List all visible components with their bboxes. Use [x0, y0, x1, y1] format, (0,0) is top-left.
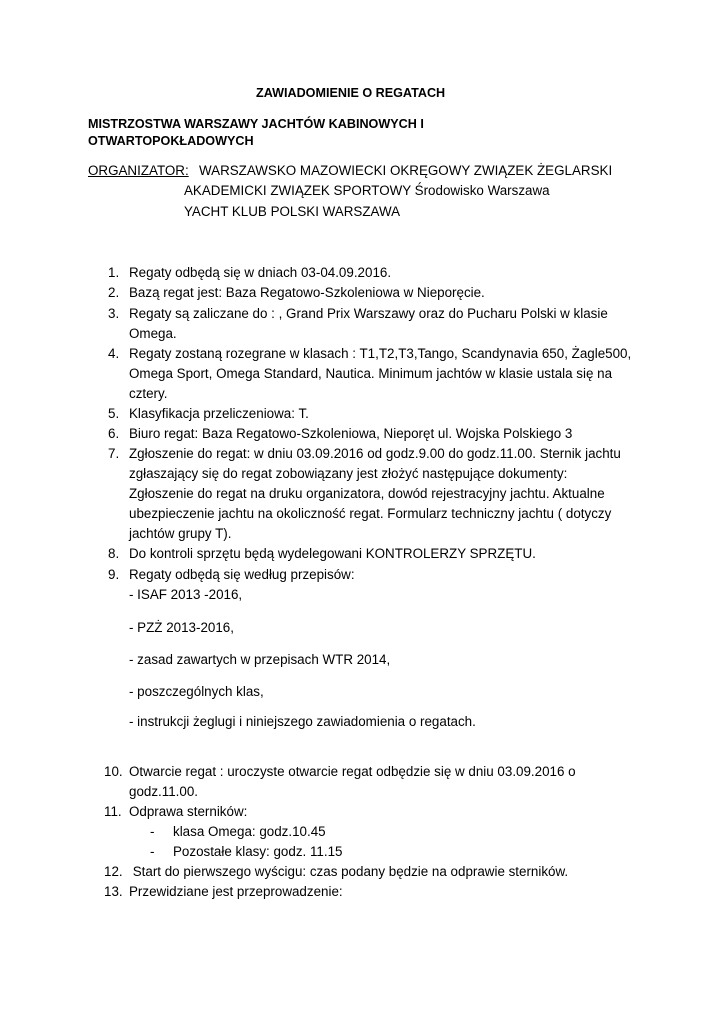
- briefing-dash: -: [150, 824, 155, 839]
- list-item-number: 6.: [108, 426, 120, 441]
- list-item-number: 4.: [108, 346, 120, 361]
- list-item-text: Do kontroli sprzętu będą wydelegowani KONTROLERZY SPRZĘTU.: [129, 546, 536, 561]
- list-item-number: 5.: [108, 406, 120, 421]
- list-item-text: godz.11.00.: [129, 784, 198, 799]
- list-item-number: 12.: [104, 864, 123, 879]
- list-item-number: 7.: [108, 446, 120, 461]
- list-item-text: Przewidziane jest przeprowadzenie:: [129, 884, 343, 899]
- list-item-text: Klasyfikacja przeliczeniowa: T.: [129, 406, 309, 421]
- organizer-line-3: YACHT KLUB POLSKI WARSZAWA: [184, 204, 401, 219]
- list-item-number: 13.: [104, 884, 123, 899]
- rule-line: - PZŻ 2013-2016,: [129, 620, 234, 635]
- list-item-text: jachtów grupy T).: [129, 526, 232, 541]
- organizer-line-2: AKADEMICKI ZWIĄZEK SPORTOWY Środowisko Warszawa: [184, 183, 550, 198]
- document-title: ZAWIADOMIENIE O REGATACH: [256, 86, 446, 100]
- list-item-text: Omega Sport, Omega Standard, Nautica. Minimum jachtów w klasie ustala się na: [129, 366, 613, 381]
- organizer-label: ORGANIZATOR:: [88, 163, 189, 178]
- list-item-text: ubezpieczenie jachtu na okoliczność regat. Formularz techniczny jachtu ( dotyczy: [129, 506, 612, 521]
- rule-line: - ISAF 2013 -2016,: [129, 587, 243, 602]
- list-item-text: Bazą regat jest: Baza Regatowo-Szkoleniowa w Nieporęcie.: [129, 285, 485, 300]
- list-item-text: Biuro regat: Baza Regatowo-Szkoleniowa, Nieporęt ul. Wojska Polskiego 3: [129, 426, 573, 441]
- list-item-number: 11.: [104, 804, 122, 819]
- list-item-text: Regaty zostaną rozegrane w klasach : T1,T2,T3,Tango, Scandynavia 650, Żagle500,: [129, 346, 632, 361]
- rule-line: - instrukcji żeglugi i niniejszego zawiadomienia o regatach.: [129, 714, 476, 729]
- list-item-number: 2.: [108, 285, 120, 300]
- list-item-number: 10.: [104, 764, 123, 779]
- rule-line: - poszczególnych klas,: [129, 684, 264, 699]
- list-item-number: 9.: [108, 567, 120, 582]
- list-item-number: 8.: [108, 546, 120, 561]
- briefing-item: Pozostałe klasy: godz. 11.15: [173, 844, 343, 859]
- briefing-item: klasa Omega: godz.10.45: [173, 824, 326, 839]
- list-item-number: 1.: [108, 265, 120, 280]
- list-item-text: cztery.: [129, 386, 168, 401]
- list-item-text: Odprawa sterników:: [129, 804, 248, 819]
- subtitle-line-1: MISTRZOSTWA WARSZAWY JACHTÓW KABINOWYCH I: [88, 117, 424, 131]
- rule-line: - zasad zawartych w przepisach WTR 2014,: [129, 652, 391, 667]
- list-item-text: Zgłoszenie do regat: w dniu 03.09.2016 od godz.9.00 do godz.11.00. Sternik jachtu: [129, 446, 621, 461]
- list-item-text: Start do pierwszego wyścigu: czas podany będzie na odprawie sterników.: [129, 864, 569, 879]
- list-item-text: Regaty odbędą się według przepisów:: [129, 567, 355, 582]
- subtitle-line-2: OTWARTOPOKŁADOWYCH: [88, 134, 254, 148]
- list-item-text: Zgłoszenie do regat na druku organizatora, dowód rejestracyjny jachtu. Aktualne: [129, 486, 605, 501]
- list-item-text: Regaty odbędą się w dniach 03-04.09.2016.: [129, 265, 392, 280]
- briefing-dash: -: [150, 844, 155, 859]
- list-item-text: Otwarcie regat : uroczyste otwarcie regat odbędzie się w dniu 03.09.2016 o: [129, 764, 576, 779]
- list-item-number: 3.: [108, 306, 120, 321]
- list-item-text: Regaty są zaliczane do : , Grand Prix Warszawy oraz do Pucharu Polski w klasie: [129, 306, 608, 321]
- list-item-text: zgłaszający się do regat zobowiązany jest złożyć następujące dokumenty:: [129, 466, 568, 481]
- list-item-text: Omega.: [129, 326, 177, 341]
- organizer-line-1: WARSZAWSKO MAZOWIECKI OKRĘGOWY ZWIĄZEK ŻEGLARSKI: [199, 163, 613, 178]
